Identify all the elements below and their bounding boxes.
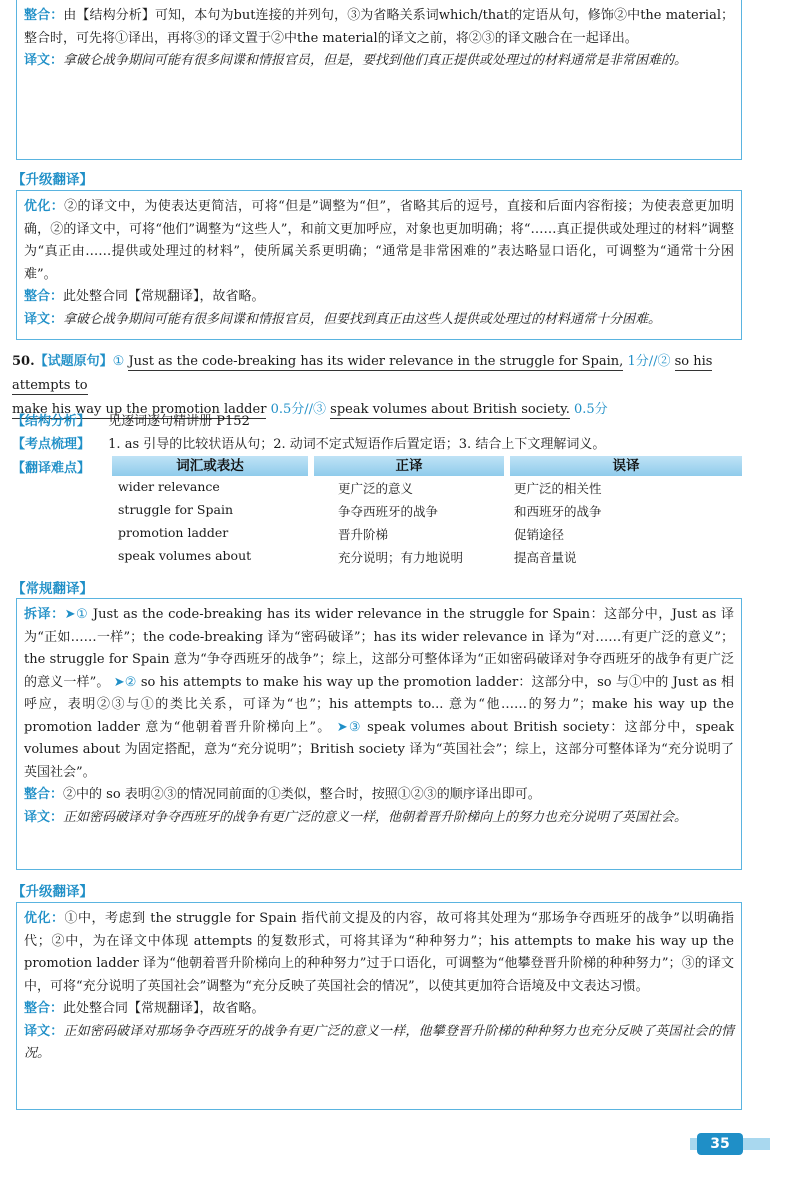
table-cell: wider relevance <box>118 479 220 494</box>
translation-paragraph <box>24 309 734 332</box>
split-3-text: speak volumes about British society：这部分中，speak volumes about 为固定搭配，意为“充分说明”；British society 译为“英国社会”；综上，这部分可整体译为“充分说明了英国社会”。 <box>24 719 734 780</box>
optimize-label: 优化： <box>24 911 65 926</box>
translation-text: 正如密码破译对争夺西班牙的战争有更广泛的意义一样，他朝着晋升阶梯向上的努力也充分说明了英国社会。 <box>63 809 688 825</box>
merge-label: 整合： <box>24 289 64 304</box>
clause-2a: so his attempts to <box>12 354 713 393</box>
upgrade-heading-2: 【升级翻译】 <box>12 884 93 900</box>
split-paragraph <box>24 604 734 784</box>
table-cell: 晋升阶梯 <box>338 527 389 542</box>
structure-text: 见逐词逐句精讲册 P152 <box>108 414 250 429</box>
score-1: 1分 <box>627 354 649 369</box>
optimize-label: 优化： <box>24 199 65 214</box>
upgrade-heading-1: 【升级翻译】 <box>12 172 93 188</box>
translation-label: 译文： <box>24 809 64 825</box>
page-number: 35 <box>697 1133 743 1155</box>
table-header-wrong: 误译 <box>510 456 742 476</box>
structure-analysis <box>12 410 250 429</box>
translation-text: 正如密码破译对那场争夺西班牙的战争有更广泛的意义一样，他攀登晋升阶梯的种种努力也充分反映了英国社会的情况。 <box>24 1023 734 1061</box>
regular-translation-box <box>16 598 742 870</box>
separator-1: // <box>648 354 658 369</box>
merge-paragraph <box>24 784 734 807</box>
optimize-paragraph <box>24 908 734 998</box>
arrow-icon: ➤ <box>113 674 125 690</box>
translation-paragraph <box>24 50 734 73</box>
key-points-text: 1. as 引导的比较状语从句；2. 动词不定式短语作后置定语；3. 结合上下文理解词义。 <box>108 437 606 452</box>
merge-paragraph <box>24 998 734 1021</box>
merge-label: 整合： <box>24 787 64 802</box>
table-cell: struggle for Spain <box>118 502 234 517</box>
optimize-text: ②的译文中，为使表达更简洁，可将“但是”调整为“但”，省略其后的逗号，直接和后面内容衔接；为使表意更加明确，②的译文中，可将“他们”调整为“这些人”，和前文更加呼应，对象也更加明确；将“……真正提供或处理过的材料”调整为“真正由……提供或处理过的材料”，使所属关系更明确；“通常是非常困难的”表达略显口语化，可调整为“通常十分困难”。 <box>24 199 734 282</box>
table-header-expression: 词汇或表达 <box>112 456 308 476</box>
table-cell: 促销途径 <box>514 527 565 542</box>
table-cell: 充分说明；有力地说明 <box>338 550 464 565</box>
upgrade-box-1 <box>16 190 742 340</box>
translation-label: 译文： <box>24 311 64 327</box>
table-cell: 更广泛的意义 <box>338 481 414 496</box>
optimize-paragraph <box>24 196 734 286</box>
clause-3: speak volumes about British society. <box>330 402 570 417</box>
merge-text: 此处整合同【常规翻译】，故省略。 <box>63 289 265 304</box>
table-header-correct: 正译 <box>314 456 504 476</box>
table-cell: speak volumes about <box>118 548 252 563</box>
question-number: 50. <box>12 354 35 369</box>
key-points-label: 【考点梳理】 <box>12 437 91 452</box>
merge-label: 整合： <box>24 8 64 23</box>
merge-paragraph <box>24 5 734 50</box>
translation-text: 拿破仑战争期间可能有很多间谍和情报官员，但要找到真正由这些人提供或处理过的材料通常十分困难。 <box>63 311 662 327</box>
arrow-icon: ➤ <box>64 607 76 622</box>
upgrade-box-2 <box>16 902 742 1110</box>
separator-2: // <box>304 402 314 417</box>
optimize-text: ①中，考虑到 the struggle for Spain 指代前文提及的内容，故可将其处理为“那场争夺西班牙的战争”以明确指代；②中，为在译文中体现 attempts 的复数形式，可将其译为“种种努力”；his attempts to make his way up the promotion ladder 译为“他朝着晋升阶梯向上的种种努力”过于口语化，可调整为“他攀登晋升阶梯的种种努力”；③的译文中，可将“充分说明了英国社会”调整为“充分反映了英国社会的情况”，以使其更加符合语境及中文表达习惯。 <box>24 911 734 994</box>
split-label: 拆译： <box>24 607 65 622</box>
split-3-mark: ③ <box>347 719 362 735</box>
translation-text: 拿破仑战争期间可能有很多间谍和情报官员，但是，要找到他们真正提供或处理过的材料通常是非常困难的。 <box>63 53 688 68</box>
merge-text: 此处整合同【常规翻译】，故省略。 <box>63 1001 265 1016</box>
clause-3-mark: ③ <box>313 402 327 417</box>
score-3: 0.5分 <box>574 402 608 417</box>
analysis-box-1 <box>16 0 742 160</box>
merge-label: 整合： <box>24 1001 64 1016</box>
table-cell: 争夺西班牙的战争 <box>338 504 439 519</box>
key-points <box>12 433 605 452</box>
difficulty-label: 【翻译难点】 <box>12 461 91 476</box>
merge-text: 由【结构分析】可知，本句为but连接的并列句，③为省略关系词which/that的定语从句，修饰②中the material；整合时，可先将①译出，再将③的译文置于②中the material的译文之前，将②③的译文融合在一起译出。 <box>24 8 734 46</box>
table-cell: 更广泛的相关性 <box>514 481 602 496</box>
translation-label: 译文： <box>24 53 64 68</box>
score-2: 0.5分 <box>270 402 305 417</box>
source-label: 【试题原句】 <box>34 354 113 369</box>
clause-1: Just as the code-breaking has its wider relevance in the struggle for Spain, <box>128 354 624 369</box>
clause-1-mark: ① <box>112 354 125 369</box>
translation-label: 译文： <box>24 1023 64 1039</box>
split-1-mark: ① <box>75 607 89 622</box>
translation-paragraph <box>24 1021 734 1066</box>
regular-translation-heading: 【常规翻译】 <box>12 581 93 597</box>
merge-text: ②中的 so 表明②③的情况同前面的①类似，整合时，按照①②③的顺序译出即可。 <box>63 787 541 802</box>
arrow-icon: ➤ <box>336 719 348 735</box>
merge-paragraph <box>24 286 734 309</box>
split-2-mark: ② <box>124 674 137 690</box>
table-cell: promotion ladder <box>118 525 229 540</box>
split-1-text: Just as the code-breaking has its wider relevance in the struggle for Spain：这部分中，Just as 译为“正如……一样”；the code-breaking 译为“密码破译”；has its wider relevance in 译为“对……有更广泛的意义”；the struggle for Spain 意为“争夺西班牙的战争”；综上，这部分可整体译为“正如密码破译对争夺西班牙的战争有更广泛的意义一样”。 <box>24 607 734 690</box>
table-cell: 提高音量说 <box>514 550 577 565</box>
translation-paragraph <box>24 807 734 830</box>
clause-2-mark: ② <box>657 354 671 369</box>
table-cell: 和西班牙的战争 <box>514 504 602 519</box>
split-2-text: so his attempts to make his way up the promotion ladder：这部分中，so 与①中的 Just as 相呼应，表明②③与①的类比关系，可译为“也”；his attempts to... 意为“他……的努力”；make his way up the promotion ladder 意为“他朝着晋升阶梯向上”。 <box>24 674 734 735</box>
structure-label: 【结构分析】 <box>12 414 91 429</box>
clause-2b: make his way up the promotion ladder <box>12 402 267 417</box>
